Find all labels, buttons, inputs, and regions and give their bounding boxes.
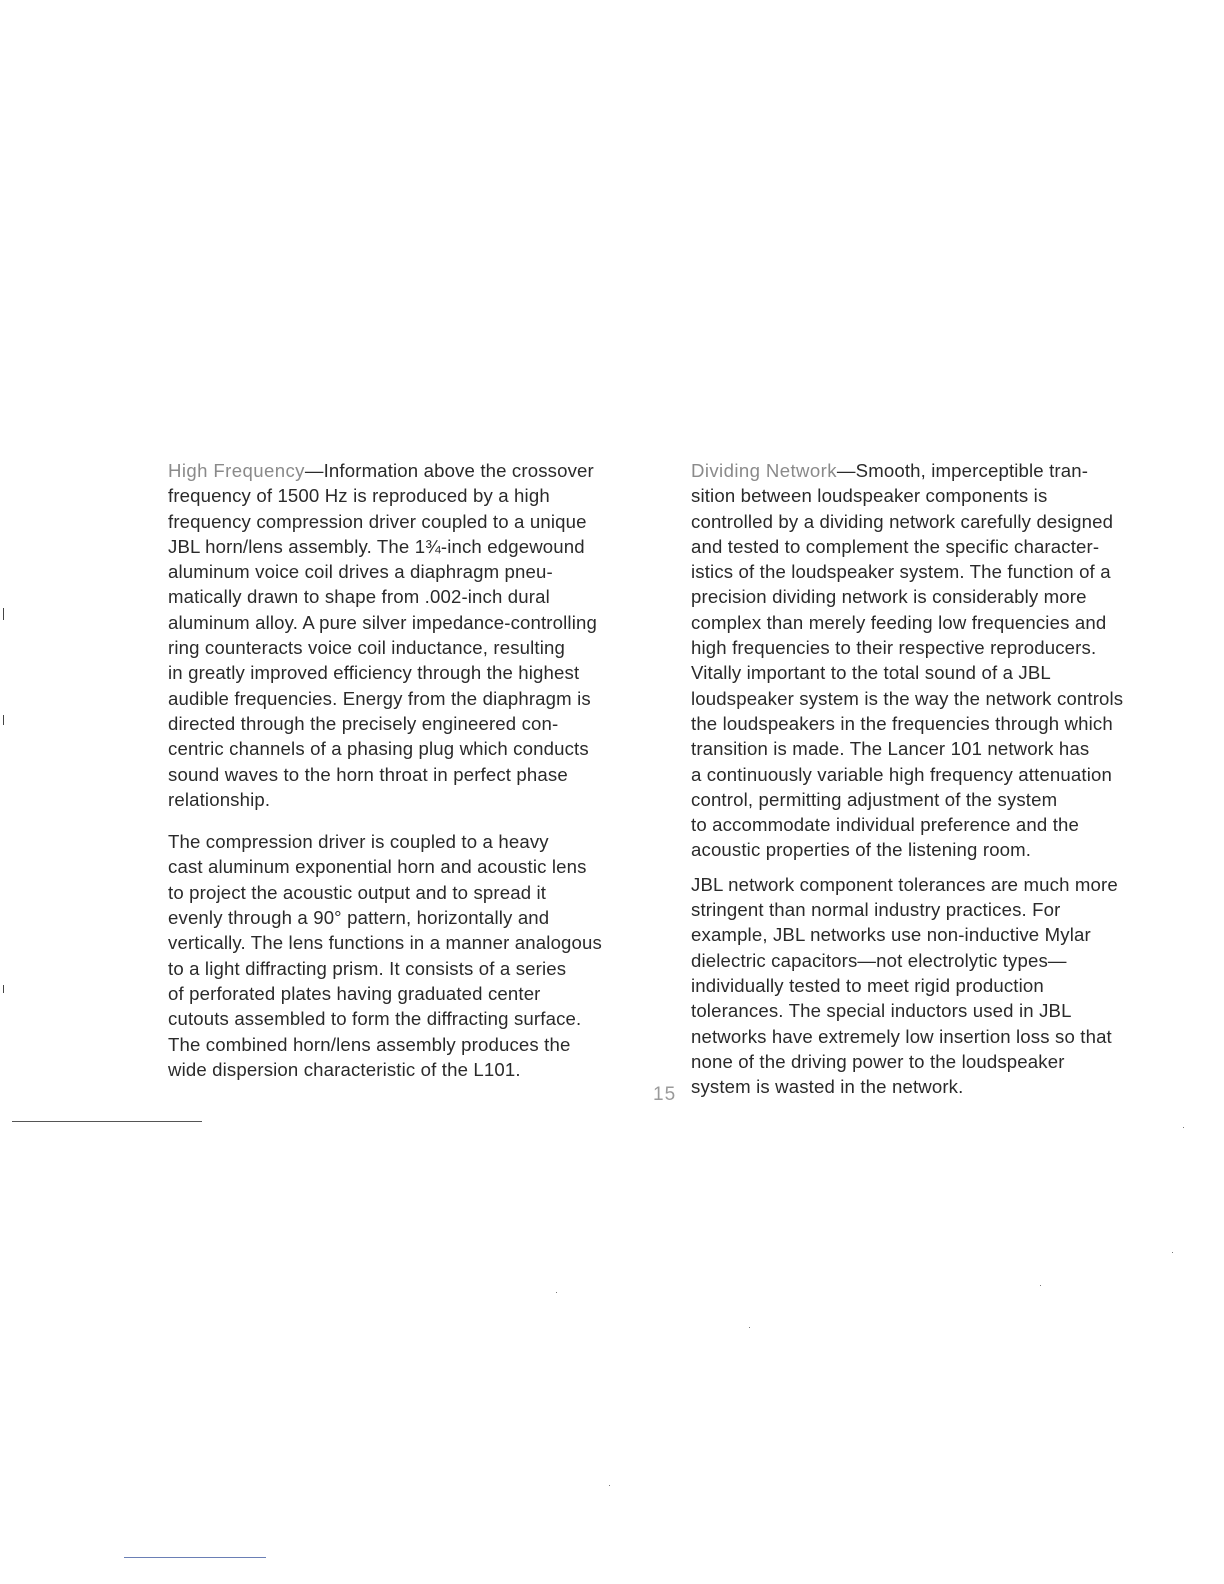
text-line: matically drawn to shape from .002-inch dural [168, 586, 550, 608]
text-line: cutouts assembled to form the diffracting surface. [168, 1008, 582, 1030]
text-line: directed through the precisely engineered con- [168, 712, 559, 734]
high-frequency-paragraph [168, 458, 648, 812]
text-line: loudspeaker system is the way the network controls [691, 687, 1124, 709]
text-line: evenly through a 90° pattern, horizontally and [168, 907, 550, 929]
scan-speck [1040, 1285, 1041, 1286]
text-line: high frequencies to their respective reproducers. [691, 637, 1097, 659]
footer-rule-left [12, 1121, 202, 1122]
text-line: The compression driver is coupled to a heavy [168, 831, 549, 853]
text-line: controlled by a dividing network carefully designed [691, 510, 1114, 532]
text-line: vertically. The lens functions in a manner analogous [168, 932, 602, 954]
text-line: example, JBL networks use non-inductive Mylar [691, 924, 1091, 946]
left-column [168, 458, 648, 1082]
text-line: system is wasted in the network. [691, 1076, 964, 1098]
paragraph-first-line [168, 458, 648, 483]
text-line: and tested to complement the specific character- [691, 535, 1100, 557]
scan-edge-mark [3, 608, 4, 620]
text-line: in greatly improved efficiency through the highest [168, 662, 580, 684]
text-line: precision dividing network is considerably more [691, 586, 1087, 608]
dividing-network-paragraph [691, 458, 1169, 863]
text-line: The combined horn/lens assembly produces the [168, 1033, 571, 1055]
right-column [691, 458, 1169, 1099]
text-line: a continuously variable high frequency attenuation [691, 763, 1112, 785]
text-line: frequency of 1500 Hz is reproduced by a high [168, 485, 550, 507]
text-line: networks have extremely low insertion loss so that [691, 1025, 1112, 1047]
text-line: centric channels of a phasing plug which conducts [168, 738, 589, 760]
scan-speck [609, 1485, 610, 1486]
text-line: JBL network component tolerances are much more [691, 873, 1118, 895]
heading-dash: — [304, 460, 324, 481]
section-heading-high-frequency: High Frequency [168, 460, 305, 481]
text-line: acoustic properties of the listening room. [691, 839, 1032, 861]
text-line: complex than merely feeding low frequencies and [691, 611, 1107, 633]
text-line: ring counteracts voice coil inductance, resulting [168, 637, 565, 659]
text-line: Smooth, imperceptible tran- [855, 460, 1089, 481]
scan-speck [1183, 1127, 1184, 1128]
compression-driver-paragraph [168, 829, 648, 1082]
text-line: sition between loudspeaker components is [691, 485, 1048, 507]
text-line: the loudspeakers in the frequencies through which [691, 712, 1113, 734]
text-line: Information above the crossover [323, 460, 594, 481]
text-line: frequency compression driver coupled to a unique [168, 510, 587, 532]
text-line: aluminum voice coil drives a diaphragm pneu- [168, 561, 553, 583]
text-line: istics of the loudspeaker system. The function of a [691, 561, 1111, 583]
text-line: stringent than normal industry practices. For [691, 899, 1061, 921]
text-line: to project the acoustic output and to spread it [168, 881, 547, 903]
text-line: wide dispersion characteristic of the L101. [168, 1058, 521, 1080]
text-line: audible frequencies. Energy from the diaphragm is [168, 687, 591, 709]
scan-speck [749, 1327, 750, 1328]
text-line: to accommodate individual preference and the [691, 814, 1080, 836]
scan-edge-mark [3, 715, 4, 725]
page-number: 15 [653, 1084, 677, 1105]
text-line: cast aluminum exponential horn and acoustic lens [168, 856, 587, 878]
text-line: sound waves to the horn throat in perfect phase [168, 763, 568, 785]
text-line: relationship. [168, 788, 271, 810]
text-line: to a light diffracting prism. It consists of a series [168, 957, 567, 979]
scan-speck [556, 1292, 557, 1293]
paragraph-first-line [691, 458, 1169, 483]
text-line: none of the driving power to the loudspeaker [691, 1050, 1065, 1072]
footer-rule-bottom [124, 1557, 266, 1558]
text-line: of perforated plates having graduated center [168, 982, 541, 1004]
text-line: Vitally important to the total sound of a JBL [691, 662, 1051, 684]
text-line: dielectric capacitors—not electrolytic types— [691, 949, 1067, 971]
text-line: JBL horn/lens assembly. The 1¾-inch edgewound [168, 535, 585, 557]
scan-speck [1172, 1252, 1173, 1253]
network-tolerances-paragraph [691, 872, 1169, 1100]
text-line: individually tested to meet rigid production [691, 974, 1044, 996]
text-line: aluminum alloy. A pure silver impedance-controlling [168, 611, 597, 633]
heading-dash: — [836, 460, 856, 481]
text-line: tolerances. The special inductors used in JBL [691, 1000, 1072, 1022]
section-heading-dividing-network: Dividing Network [691, 460, 837, 481]
text-line: control, permitting adjustment of the system [691, 788, 1058, 810]
text-line: transition is made. The Lancer 101 network has [691, 738, 1090, 760]
scan-edge-mark [3, 985, 4, 993]
